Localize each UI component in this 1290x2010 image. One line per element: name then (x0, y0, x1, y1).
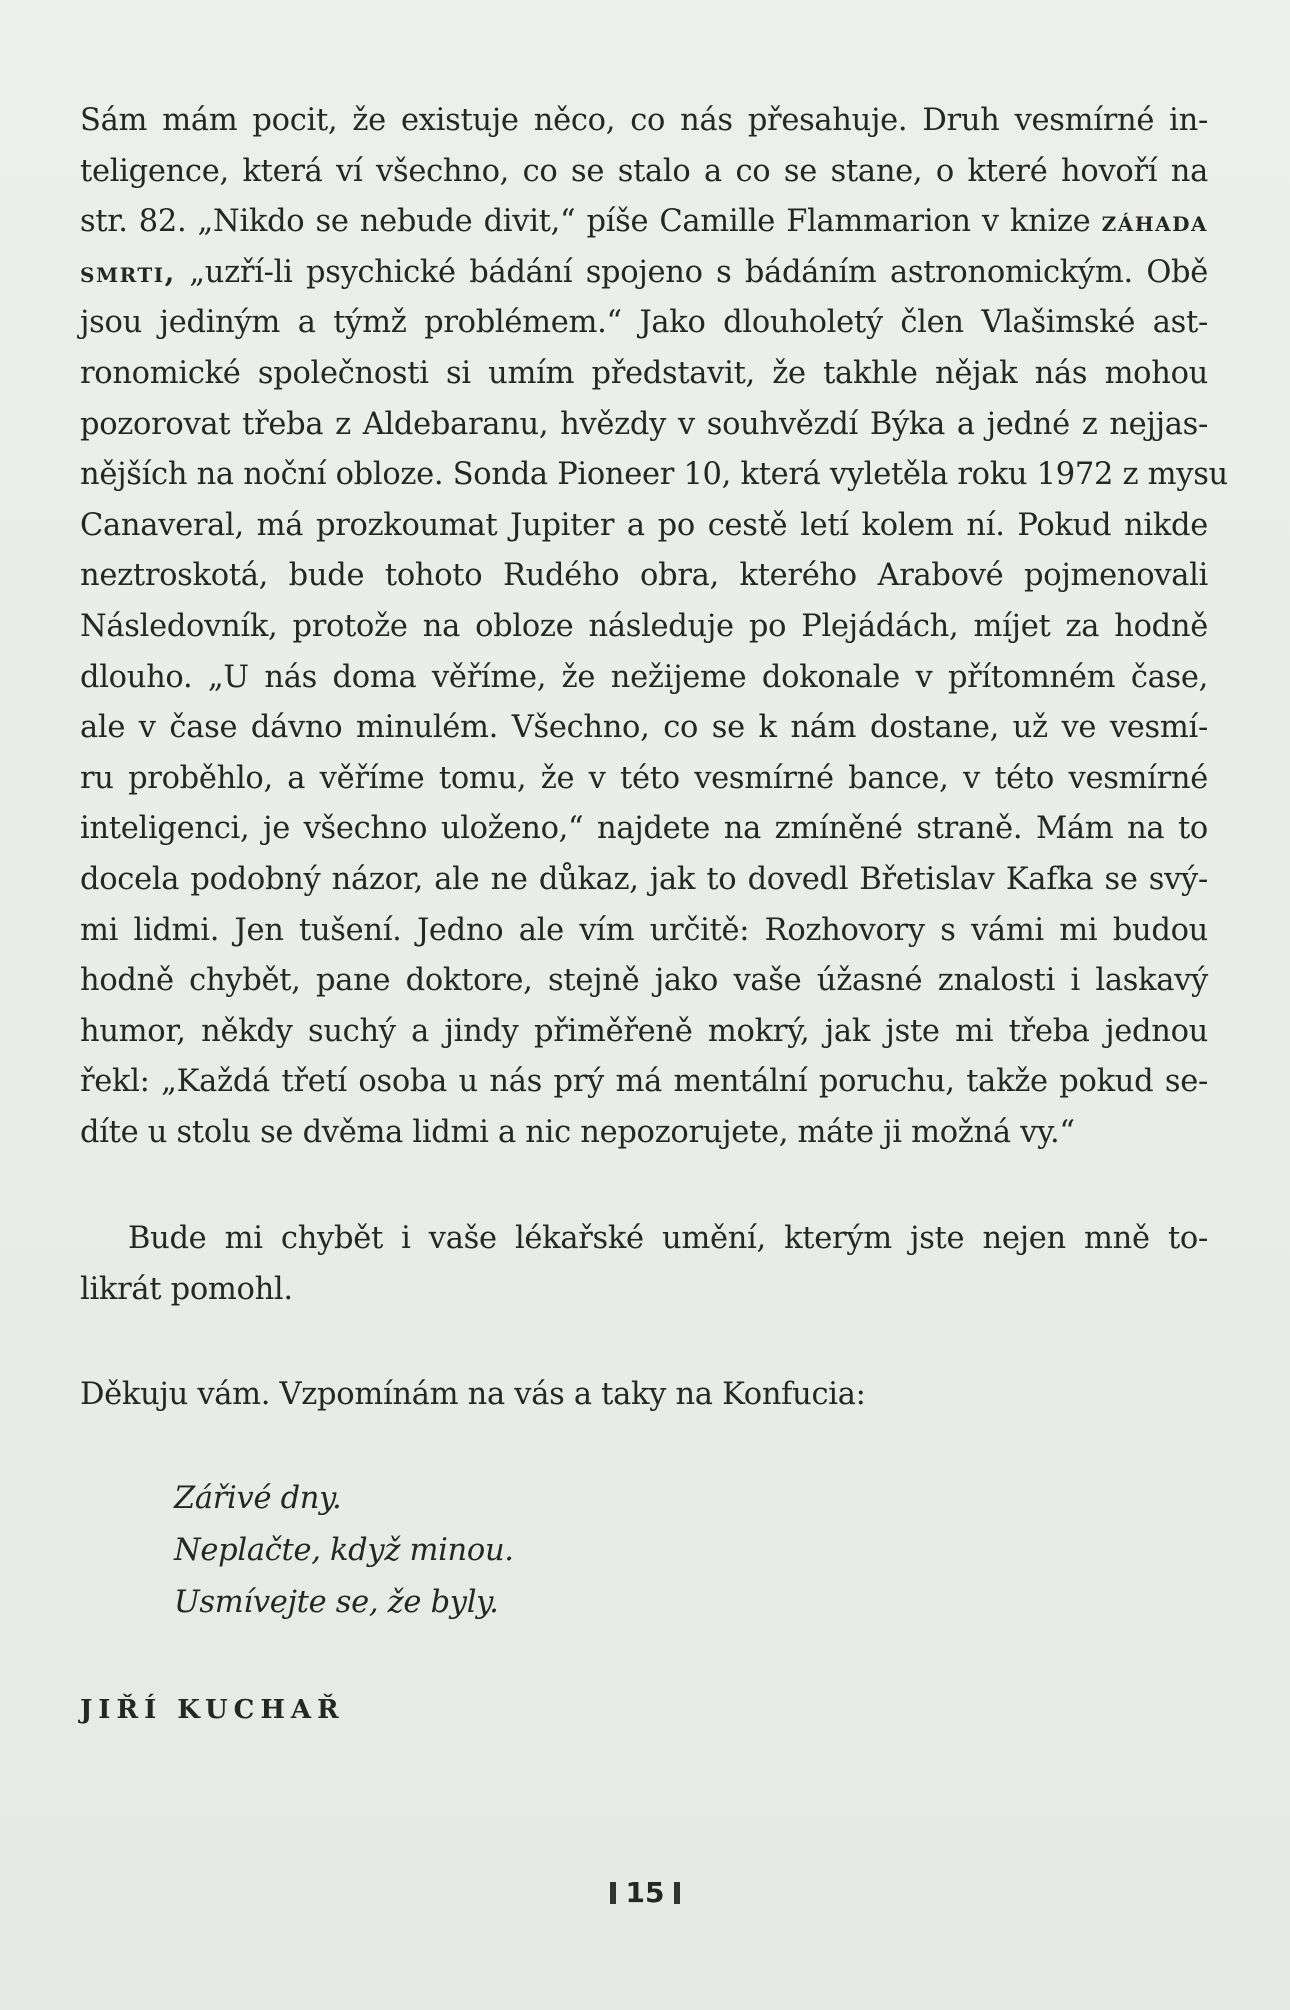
text-line-20: řekl: „Každá třetí osoba u nás prý má mentální poruchu, takže pokud se- (80, 1064, 1208, 1100)
book-title-smrti: smrti, (80, 255, 176, 289)
text-line-10: neztroskotá, bude tohoto Rudého obra, kterého Arabové pojmenovali (80, 558, 1208, 594)
quote-line-2: Neplačte, když minou. (174, 1533, 514, 1568)
text-line-5: jsou jediným a týmž problémem.“ Jako dlouholetý člen Vlašimské ast- (80, 305, 1208, 341)
quote-line-1: Zářivé dny. (174, 1481, 342, 1516)
page-number: 15 (625, 1876, 665, 1909)
text-line-7: pozorovat třeba z Aldebaranu, hvězdy v souhvězdí Býka a jedné z nejjas- (80, 406, 1208, 442)
text-line-8: nějších na noční obloze. Sonda Pioneer 10, která vyletěla roku 1972 z mysu (80, 457, 1228, 493)
text-line-6: ronomické společnosti si umím představit, že takhle nějak nás mohou (80, 355, 1208, 391)
second-paragraph (80, 1214, 1208, 1315)
text-line-19: humor, někdy suchý a jindy přiměřeně mokrý, jak jste mi třeba jednou (80, 1013, 1208, 1049)
text-line-11: Následovník, protože na obloze následuje po Plejádách, míjet za hodně (80, 608, 1208, 644)
thanks-line: Děkuju vám. Vzpomínám na vás a taky na Konfucia: (80, 1377, 866, 1412)
text-line-15: inteligenci, je všechno uloženo,“ najdete na zmíněné straně. Mám na to (80, 811, 1208, 847)
para2-line-2: likrát pomohl. (80, 1271, 293, 1307)
text-line-9: Canaveral, má prozkoumat Jupiter a po cestě letí kolem ní. Pokud nikde (80, 507, 1208, 543)
text-line-2: teligence, která ví všechno, co se stalo a co se stane, o které hovoří na (80, 153, 1208, 189)
text-line-14: ru proběhlo, a věříme tomu, že v této vesmírné bance, v této vesmírné (80, 760, 1208, 796)
page-number-left-bar (610, 1882, 616, 1904)
text-line-18: hodně chybět, pane doktore, stejně jako vaše úžasné znalosti i laskavý (80, 963, 1208, 999)
main-paragraph (80, 96, 1228, 1158)
quote-line-3: Usmívejte se, že byly. (174, 1585, 499, 1620)
para2-line-1: Bude mi chybět i vaše lékařské umění, kterým jste nejen mně to- (128, 1221, 1208, 1256)
page-number-right-bar (674, 1882, 680, 1904)
text-line-1: Sám mám pocit, že existuje něco, co nás přesahuje. Druh vesmírné in- (80, 103, 1208, 138)
text-line-16: docela podobný názor, ale ne důkaz, jak to dovedl Břetislav Kafka se svý- (80, 861, 1208, 897)
text-line-21: díte u stolu se dvěma lidmi a nic nepozorujete, máte ji možná vy.“ (80, 1114, 1075, 1150)
text-line-13: ale v čase dávno minulém. Všechno, co se k nám dostane, už ve vesmí- (80, 710, 1208, 746)
text-line-4-body: „uzří-li psychické bádání spojeno s bádáním astronomickým. Obě (189, 254, 1208, 290)
text-line-12: dlouho. „U nás doma věříme, že nežijeme dokonale v přítomném čase, (80, 659, 1208, 695)
text-line-3-body: str. 82. „Nikdo se nebude divit,“ píše Camille Flammarion v knize (80, 204, 1091, 240)
book-title-zahada: záhada (1101, 205, 1208, 239)
author-signature: JIŘÍ KUCHAŘ (80, 1695, 345, 1725)
text-line-4 (80, 248, 1208, 299)
page-number-block (0, 1876, 1290, 1909)
text-line-17: mi lidmi. Jen tušení. Jedno ale vím určitě: Rozhovory s vámi mi budou (80, 912, 1208, 948)
text-line-3 (80, 197, 1208, 248)
confucius-quote (174, 1473, 514, 1629)
